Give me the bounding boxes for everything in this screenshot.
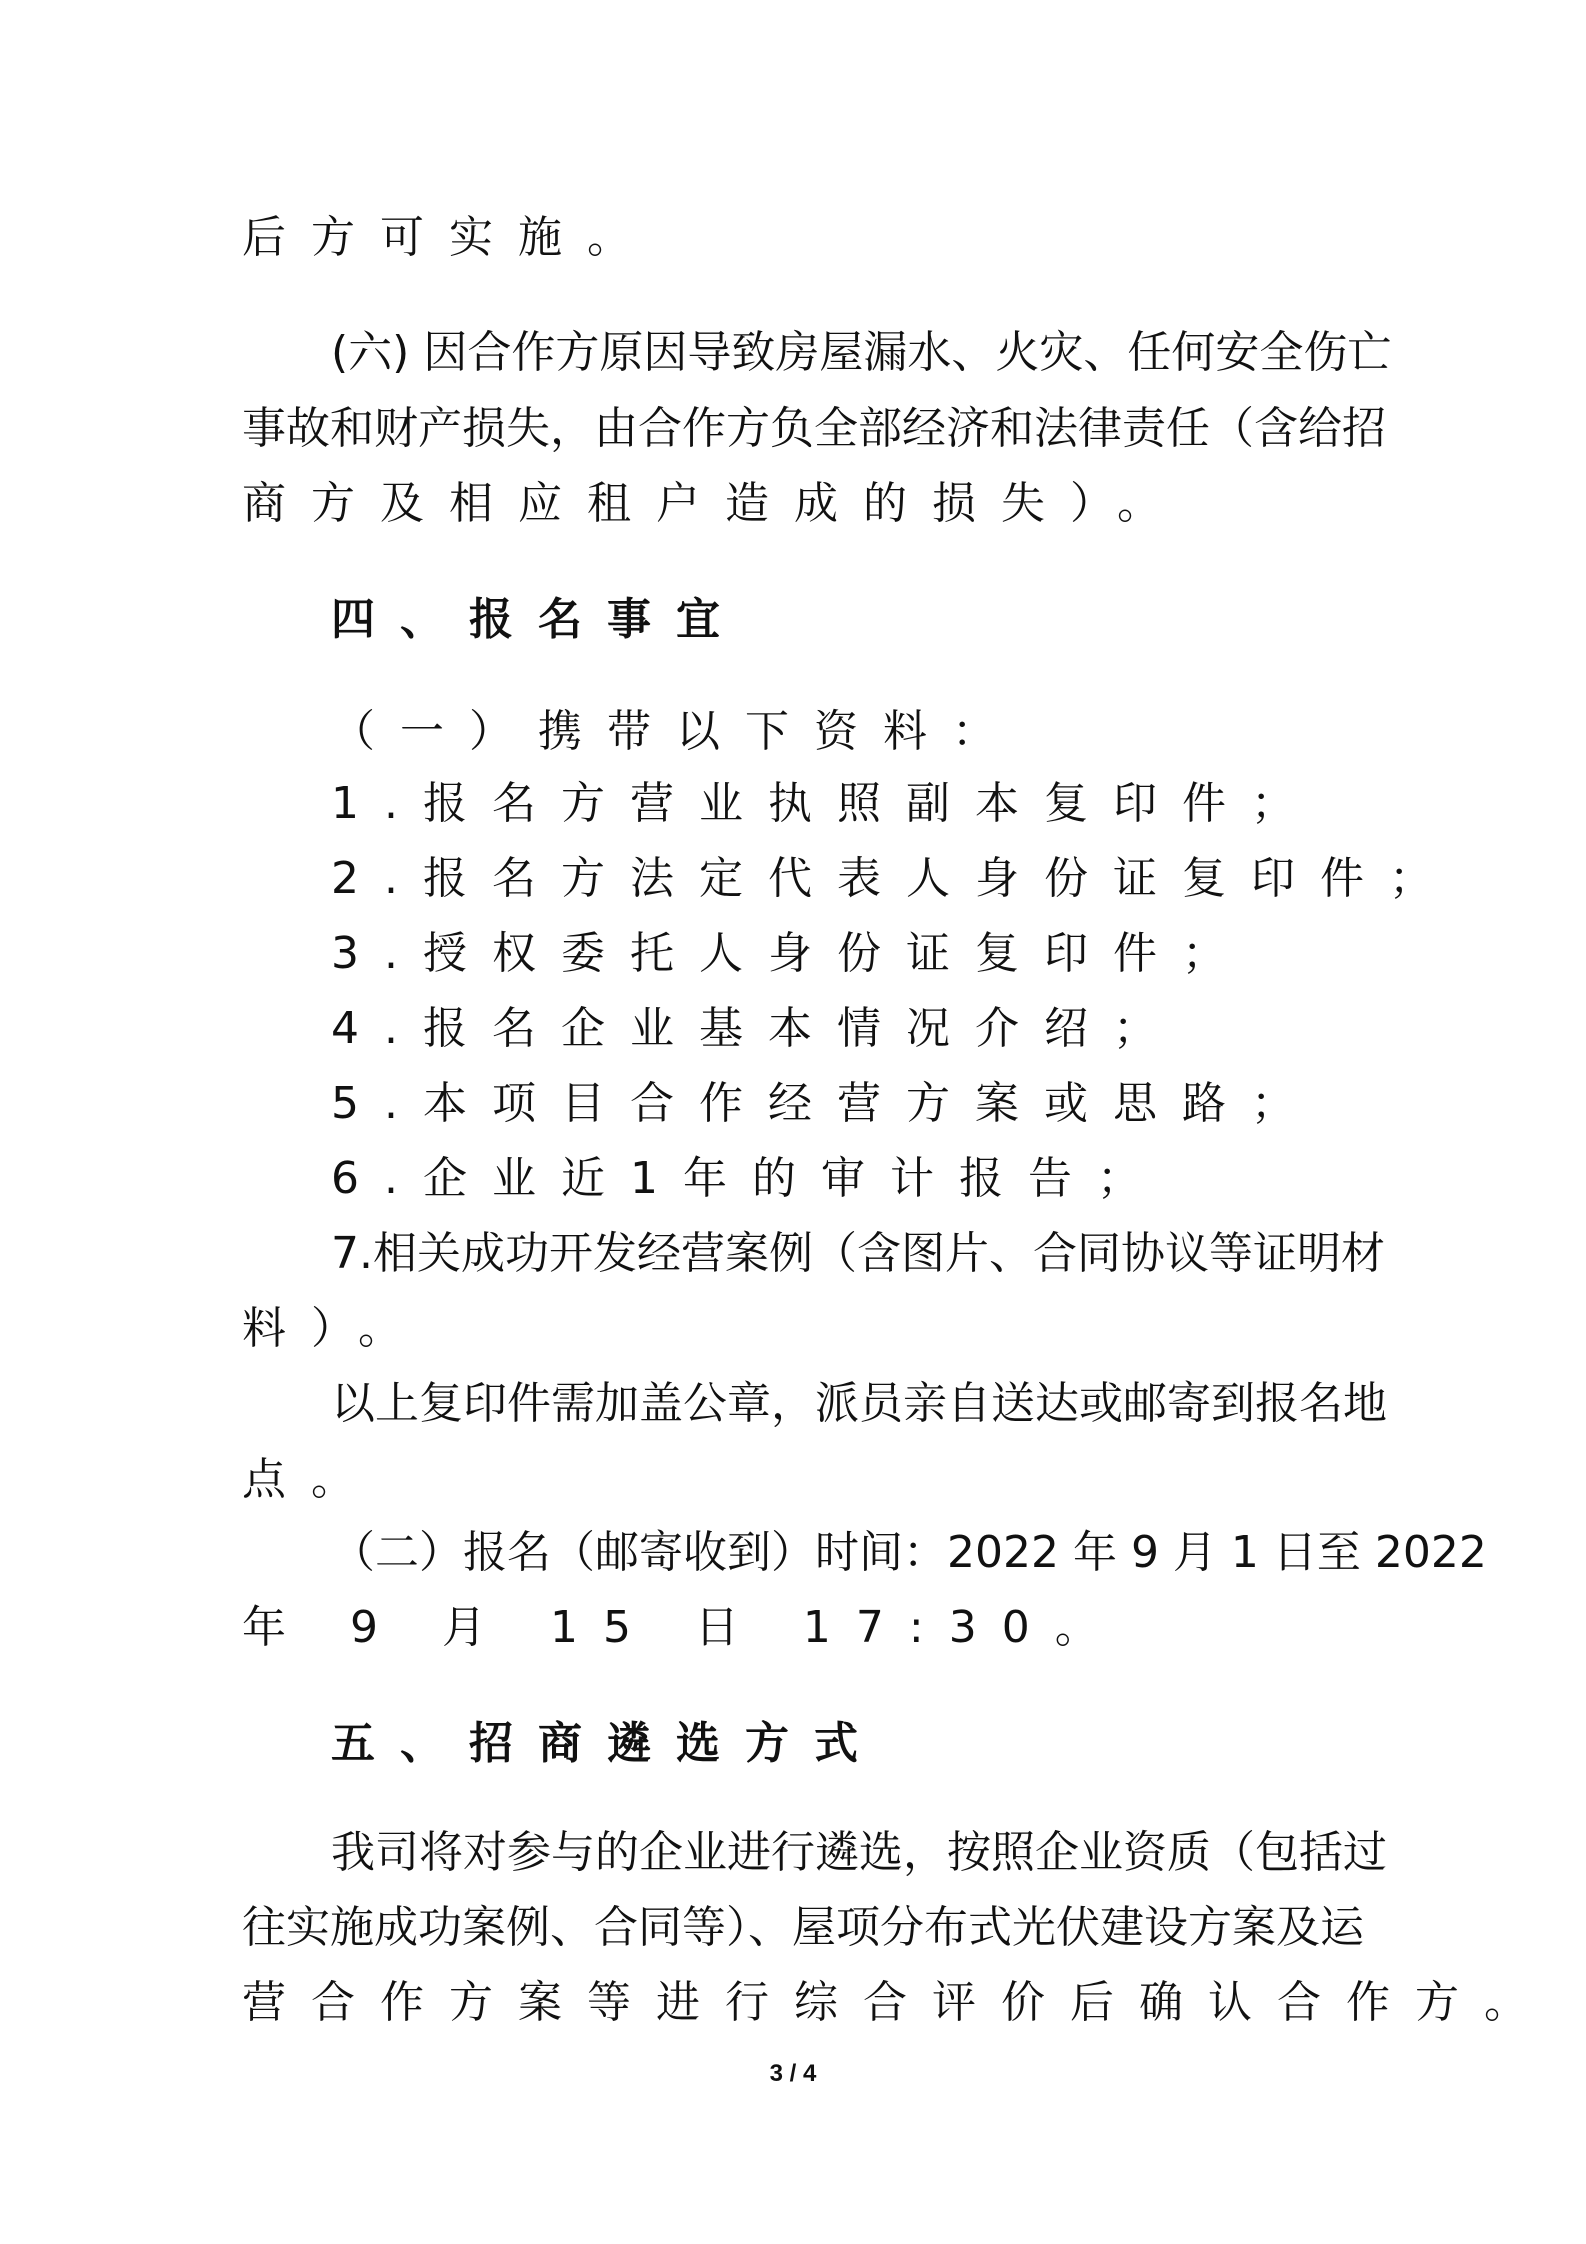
list-item: 5.本项目合作经营方案或思路； — [331, 1078, 1320, 1129]
list-item-continued: 料）。 — [242, 1303, 427, 1354]
section-heading: 四、报名事宜 — [331, 594, 745, 645]
page-number: 3 / 4 — [769, 2060, 817, 2087]
list-item: 6.企业近1年的审计报告； — [331, 1153, 1166, 1204]
paragraph-line: (六) 因合作方原因导致房屋漏水、火灾、任何安全伤亡 — [331, 327, 1392, 378]
paragraph-line: 后方可实施。 — [242, 212, 656, 263]
paragraph-line: （二）报名（邮寄收到）时间：2022 年 9 月 1 日至 2022 — [331, 1527, 1487, 1578]
paragraph-line: 点。 — [242, 1454, 380, 1505]
section-heading: 五、招商遴选方式 — [331, 1718, 883, 1769]
paragraph-line: 以上复印件需加盖公章，派员亲自送达或邮寄到报名地 — [331, 1378, 1387, 1429]
subsection-heading: （一）携带以下资料： — [331, 706, 1021, 757]
list-item: 3.授权委托人身份证复印件； — [331, 928, 1251, 979]
list-item: 7.相关成功开发经营案例（含图片、合同协议等证明材 — [331, 1228, 1385, 1279]
paragraph-line: 往实施成功案例、合同等）、屋项分布式光伏建设方案及运 — [242, 1902, 1364, 1953]
paragraph-line: 事故和财产损失，由合作方负全部经济和法律责任（含给招 — [242, 403, 1386, 454]
list-item: 4.报名企业基本情况介绍； — [331, 1003, 1182, 1054]
paragraph-line: 商方及相应租户造成的损失）。 — [242, 478, 1186, 529]
paragraph-line: 营合作方案等进行综合评价后确认合作方。 — [242, 1977, 1553, 2028]
paragraph-line: 年 9 月 15 日 17:30。 — [242, 1602, 1124, 1653]
paragraph-line: 我司将对参与的企业进行遴选，按照企业资质（包括过 — [331, 1827, 1387, 1878]
list-item: 1.报名方营业执照副本复印件； — [331, 778, 1320, 829]
list-item: 2.报名方法定代表人身份证复印件； — [331, 853, 1458, 904]
